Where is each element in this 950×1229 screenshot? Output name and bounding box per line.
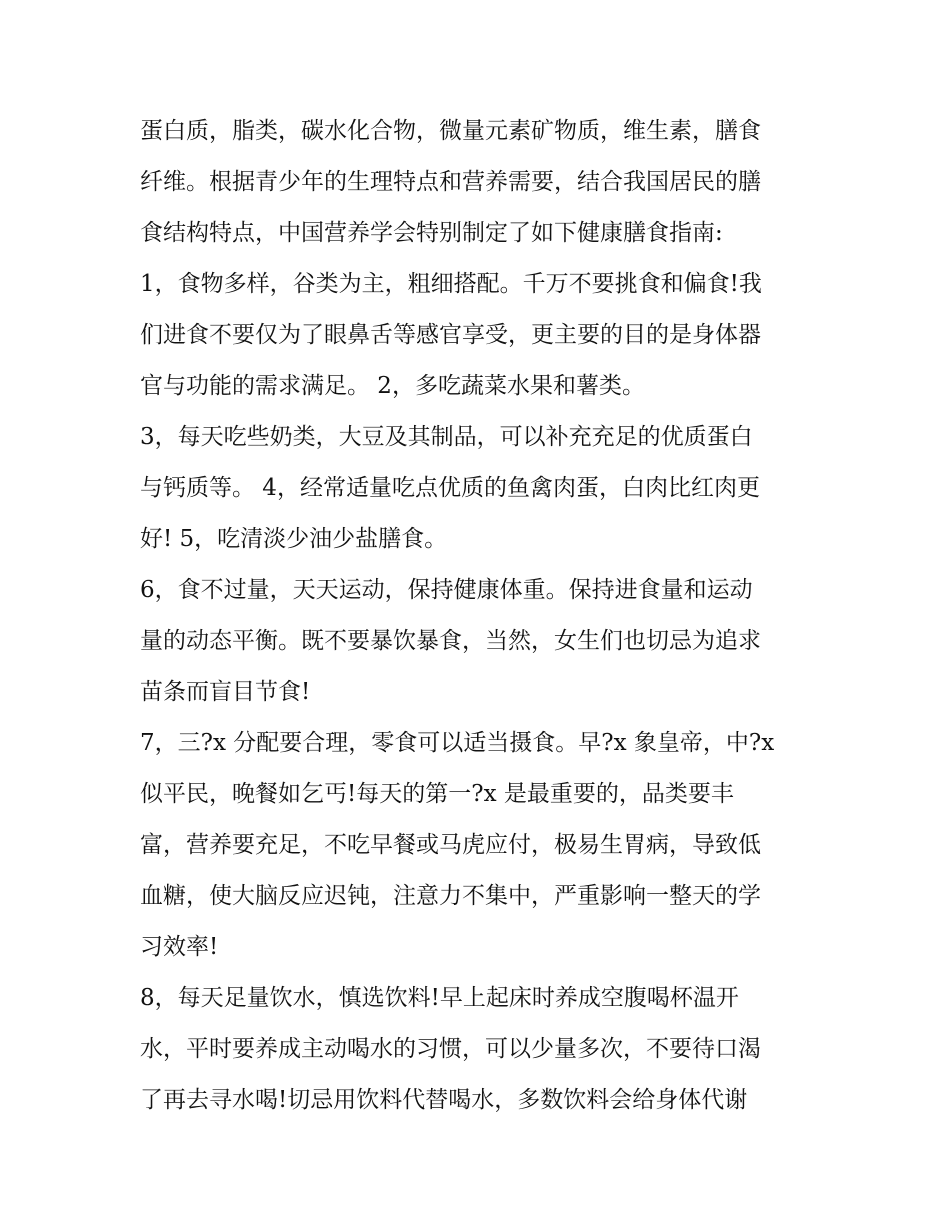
text-line: 8，每天足量饮水，慎选饮料!早上起床时养成空腹喝杯温开 bbox=[140, 985, 739, 1011]
text-line: 纤维。根据青少年的生理特点和营养需要，结合我国居民的膳 bbox=[140, 169, 761, 195]
text-line: 似平民，晚餐如乞丐!每天的第一?x 是最重要的，品类要丰 bbox=[140, 781, 734, 807]
text-line: 3，每天吃些奶类，大豆及其制品，可以补充充足的优质蛋白 bbox=[140, 424, 753, 450]
text-line: 6，食不过量，天天运动，保持健康体重。保持进食量和运动 bbox=[140, 577, 753, 603]
text-line: 与钙质等。 4，经常适量吃点优质的鱼禽肉蛋，白肉比红肉更 bbox=[140, 475, 760, 501]
text-line: 官与功能的需求满足。 2，多吃蔬菜水果和薯类。 bbox=[140, 373, 645, 399]
text-line: 习效率! bbox=[140, 934, 219, 960]
text-line: 了再去寻水喝!切忌用饮料代替喝水，多数饮料会给身体代谢 bbox=[140, 1087, 748, 1113]
text-line: 蛋白质，脂类，碳水化合物，微量元素矿物质，维生素，膳食 bbox=[140, 118, 761, 144]
text-line: 们进食不要仅为了眼鼻舌等感官享受，更主要的目的是身体器 bbox=[140, 322, 761, 348]
text-line: 水，平时要养成主动喝水的习惯，可以少量多次，不要待口渴 bbox=[140, 1036, 761, 1062]
text-line: 好! 5，吃清淡少油少盐膳食。 bbox=[140, 526, 448, 552]
text-line: 血糖，使大脑反应迟钝，注意力不集中，严重影响一整天的学 bbox=[140, 883, 761, 909]
text-line: 1，食物多样，谷类为主，粗细搭配。千万不要挑食和偏食!我 bbox=[140, 271, 762, 297]
text-line: 苗条而盲目节食! bbox=[140, 679, 311, 705]
text-line: 富，营养要充足，不吃早餐或马虎应付，极易生胃病，导致低 bbox=[140, 832, 761, 858]
text-line: 食结构特点，中国营养学会特别制定了如下健康膳食指南: bbox=[140, 220, 723, 246]
text-line: 量的动态平衡。既不要暴饮暴食，当然，女生们也切忌为追求 bbox=[140, 628, 761, 654]
text-line: 7，三?x 分配要合理，零食可以适当摄食。早?x 象皇帝，中?x bbox=[140, 730, 775, 756]
